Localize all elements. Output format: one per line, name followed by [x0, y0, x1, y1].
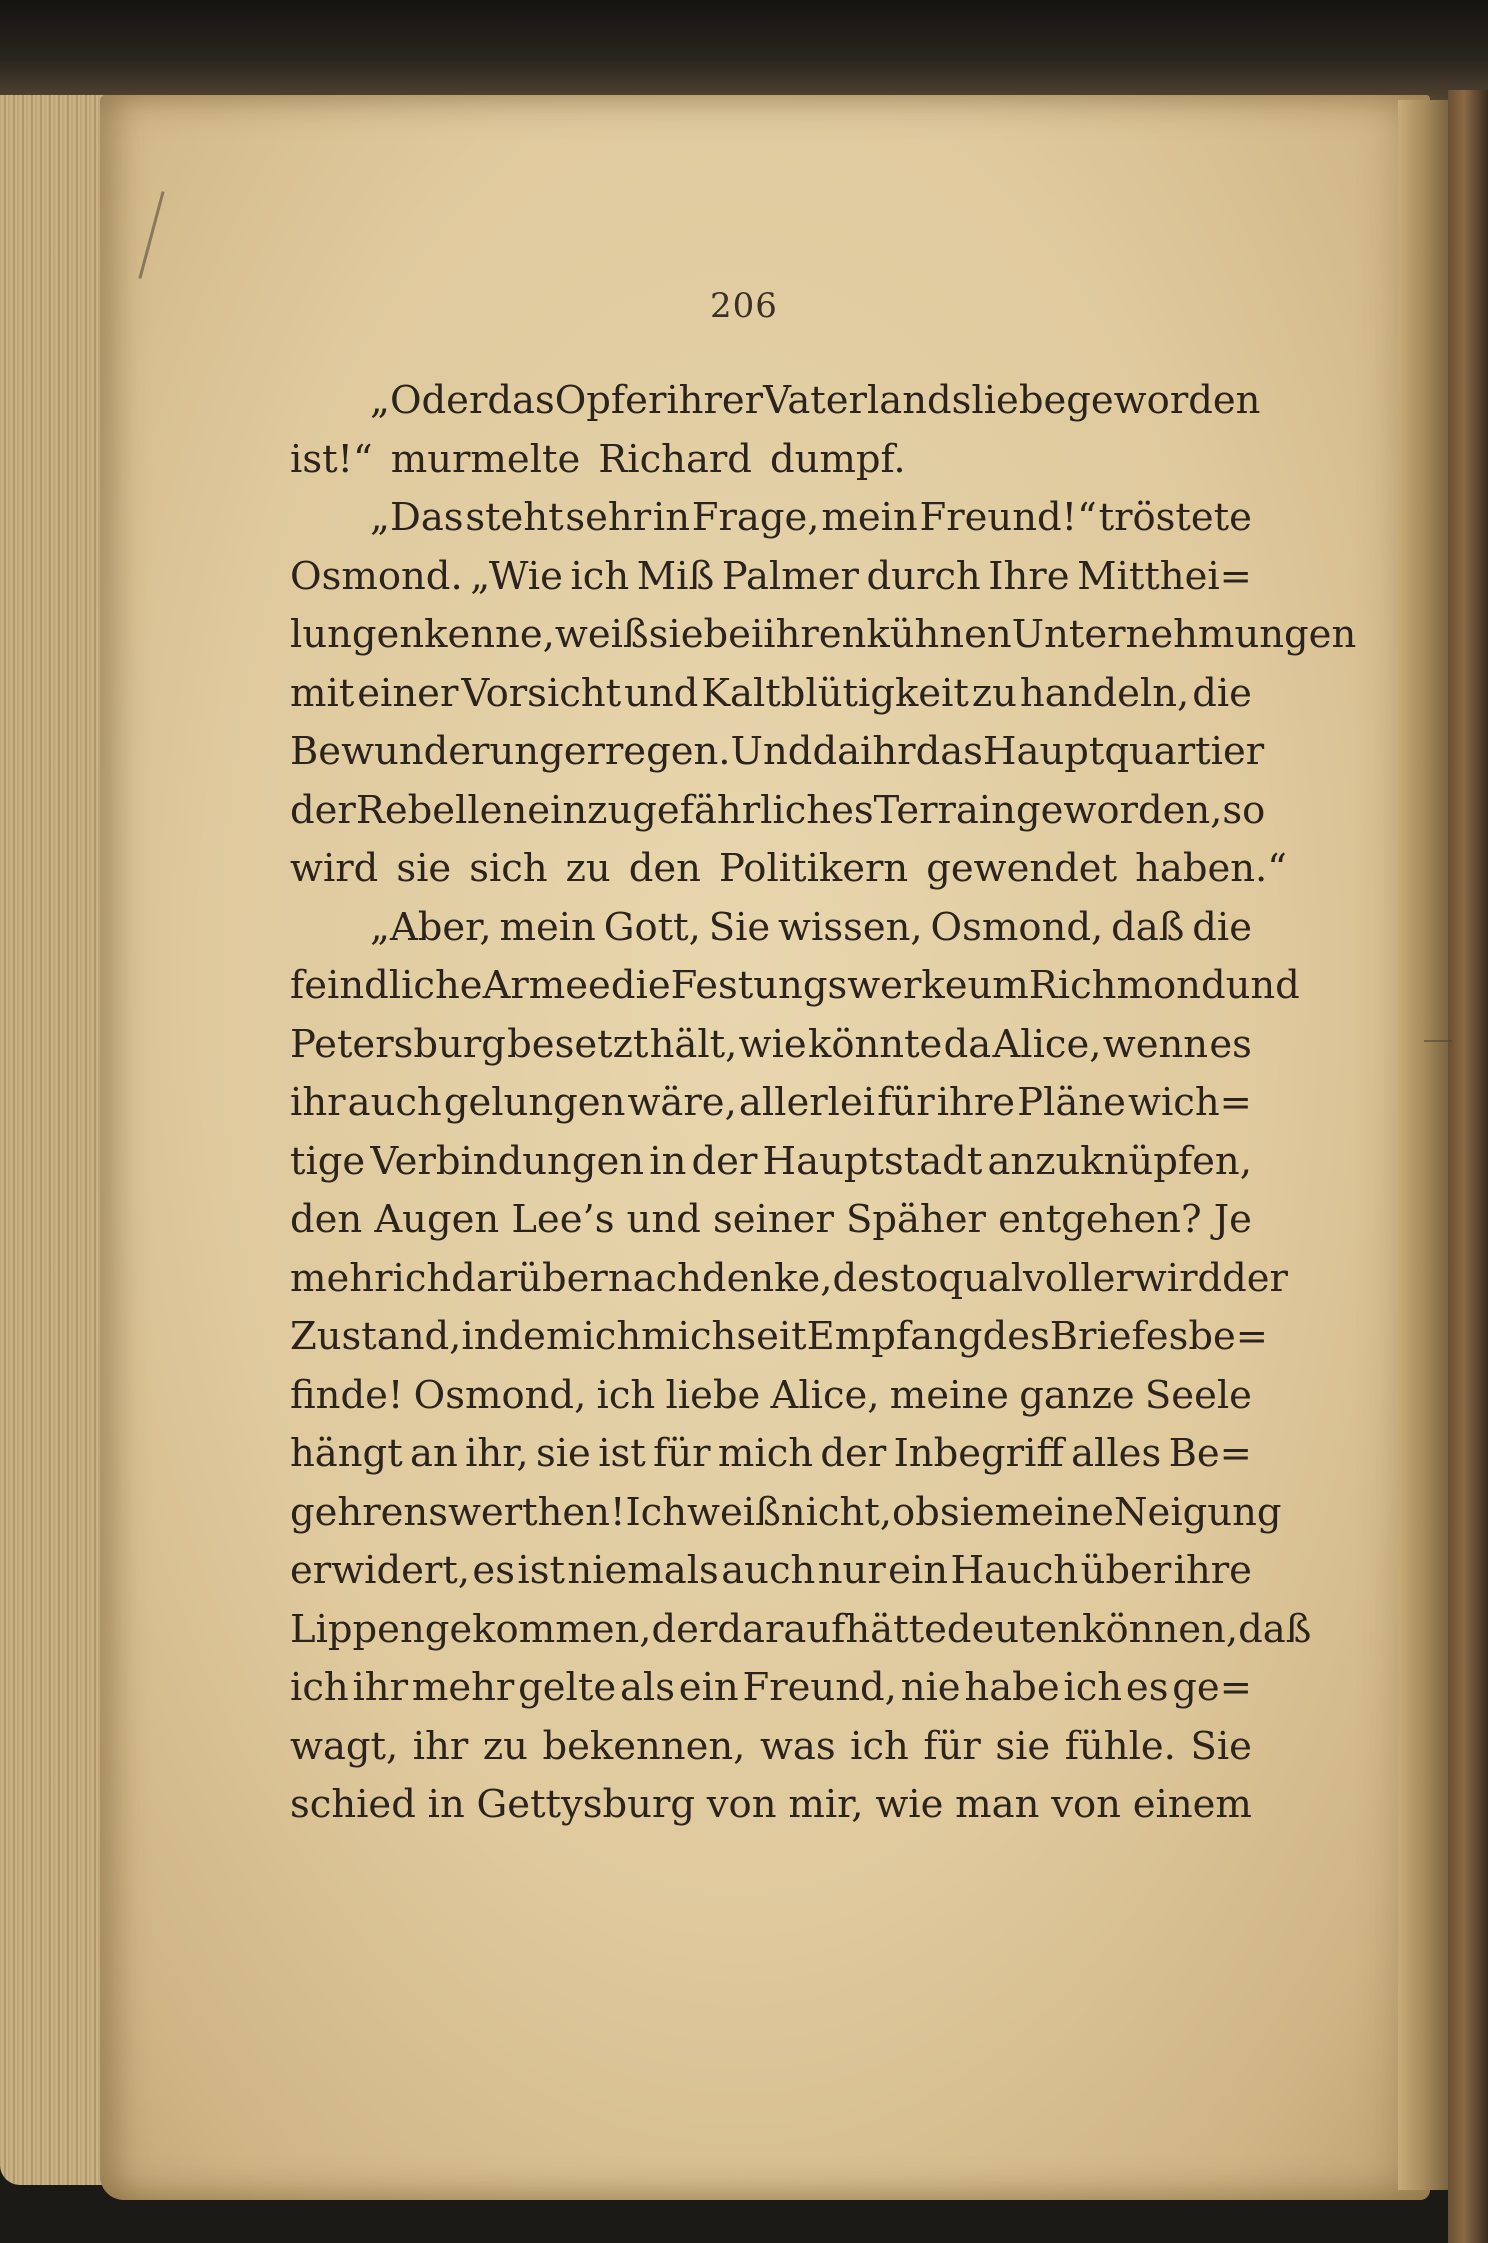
word: auch [347, 1080, 442, 1125]
word: um [967, 963, 1029, 1008]
word: desto [832, 1255, 939, 1301]
word: Hauptstadt [762, 1138, 983, 1184]
word: ein [888, 1548, 949, 1593]
word: für [653, 1431, 711, 1476]
word: und [624, 670, 699, 716]
word: wie [738, 1021, 807, 1067]
word: Osmond, [930, 904, 1104, 950]
word: dem [498, 1314, 583, 1359]
word: liebe [665, 1372, 761, 1418]
word: ich [596, 1372, 656, 1418]
word: hätte [845, 1606, 947, 1652]
word: qualvoller [938, 1255, 1134, 1301]
word: kühnen [866, 612, 1012, 657]
word: wie [875, 1782, 944, 1827]
word: sehr [565, 495, 652, 540]
word: ich [570, 553, 630, 599]
word: ich [392, 1255, 452, 1301]
text-line [290, 1601, 1312, 1660]
word: der [1222, 1255, 1288, 1301]
word: geworden [1066, 378, 1261, 423]
text-line [290, 1250, 1288, 1309]
word: Hauptquartier [982, 729, 1265, 774]
word: hält, [649, 1021, 738, 1067]
word: sich [469, 846, 548, 891]
word: es [1125, 1665, 1169, 1710]
word: als [619, 1665, 675, 1710]
word: Osmond, [413, 1372, 587, 1418]
word: dumpf. [769, 436, 906, 482]
word: steht [465, 495, 564, 540]
word: Richard [598, 436, 752, 482]
page-number: 206 [710, 286, 778, 326]
word: wagt, [290, 1723, 399, 1769]
word: zu [971, 670, 1017, 716]
word: mein [821, 495, 918, 540]
word: Armee [482, 963, 611, 1008]
word: Vorsicht [461, 670, 622, 716]
word: mit [290, 670, 355, 716]
word: nur [817, 1548, 886, 1593]
text-line [290, 548, 1252, 607]
word: gehrenswerthen! [290, 1489, 626, 1535]
word: mir, [788, 1782, 864, 1827]
word: Freund, [742, 1665, 897, 1710]
word: daß [1238, 1606, 1312, 1652]
word: und [1225, 963, 1300, 1008]
text-line [290, 1659, 1252, 1718]
word: deuten [946, 1606, 1083, 1652]
word: ich [582, 1314, 642, 1359]
word: sie [396, 846, 452, 891]
word: Opfer [554, 378, 667, 423]
word: an [410, 1431, 458, 1476]
word: von [1051, 1782, 1121, 1827]
word: darauf [717, 1606, 846, 1652]
word: wissen, [778, 904, 923, 950]
word: einer [357, 670, 459, 716]
word: tröstete [1098, 495, 1252, 540]
word: in [461, 1314, 499, 1359]
word: seiner [713, 1197, 834, 1242]
word: weiß [554, 612, 649, 657]
word: Rebellen [355, 787, 528, 833]
word: Be= [1168, 1431, 1252, 1476]
word: haben.“ [1135, 846, 1287, 891]
word: die [610, 963, 671, 1008]
word: seit [736, 1314, 807, 1359]
word: Kaltblütigkeit [701, 670, 969, 716]
word: Seele [1144, 1372, 1252, 1418]
word: in [652, 495, 691, 540]
word: Politikern [718, 846, 909, 891]
word: Empfang [806, 1314, 983, 1359]
word: Hauch [950, 1548, 1079, 1593]
word: für [877, 1080, 935, 1125]
word: wird [1133, 1255, 1223, 1301]
word: sie [995, 1723, 1051, 1769]
text-line [290, 1133, 1252, 1192]
word: Freund!“ [919, 495, 1097, 540]
word: ich [850, 1723, 909, 1769]
text-line [290, 1718, 1252, 1777]
word: zu [482, 1723, 528, 1769]
pencil-mark [1424, 1040, 1452, 1042]
word: Lee’s [511, 1197, 615, 1242]
word: Gettysburg [476, 1782, 696, 1827]
word: in [649, 1138, 687, 1184]
word: Augen [374, 1197, 500, 1242]
word: Miß [636, 553, 715, 599]
word: auch [721, 1548, 816, 1593]
text-line [290, 372, 1261, 431]
word: ist [517, 1548, 565, 1593]
word: erwidert, [290, 1548, 470, 1593]
book-cover-right [1448, 90, 1488, 2243]
word: gewendet [926, 846, 1118, 891]
word: Zustand, [290, 1314, 462, 1359]
book-cover-top [0, 0, 1488, 110]
word: Pläne [1017, 1080, 1126, 1125]
word: ihrer [666, 378, 764, 423]
word: zu [587, 787, 633, 833]
word: Späher [846, 1197, 986, 1242]
word: ge= [1172, 1665, 1252, 1710]
word: erregen. [563, 729, 731, 774]
text-line [290, 606, 1357, 665]
word: Festungswerke [670, 963, 968, 1008]
word: ihr, [465, 1431, 529, 1476]
word: das [915, 729, 983, 774]
word: und [626, 1197, 701, 1242]
word: Gott, [603, 904, 701, 950]
word: „Das [370, 495, 464, 540]
word: ihr [352, 1665, 408, 1710]
word: „Oder [370, 378, 488, 423]
word: Alice, [770, 1372, 880, 1418]
word: von [706, 1782, 777, 1827]
word: ihre [1173, 1548, 1252, 1593]
text-line [290, 899, 1252, 958]
word: Verbindungen [370, 1138, 645, 1184]
word: handeln, [1019, 670, 1190, 716]
word: bekennen, [542, 1723, 746, 1769]
text-line [290, 840, 1287, 899]
word: Je [1213, 1197, 1252, 1242]
word: es [1209, 1021, 1252, 1067]
word: Bewunderung [290, 729, 564, 774]
word: mich [641, 1314, 737, 1359]
word: anzuknüpfen, [987, 1138, 1252, 1184]
word: wich= [1128, 1080, 1252, 1125]
word: gefährliches [632, 787, 874, 833]
word: Unternehmungen [1011, 612, 1357, 657]
page-edges [0, 95, 112, 2185]
word: ihr [412, 1723, 469, 1769]
word: Mitthei= [1077, 553, 1252, 599]
word: ein [678, 1665, 739, 1710]
word: Ihre [988, 553, 1070, 599]
word: Und [730, 729, 813, 774]
text-line [290, 489, 1252, 548]
word: Inbegriff [893, 1431, 1064, 1476]
word: entgehen? [998, 1197, 1202, 1242]
word: meine [889, 1372, 1009, 1418]
word: ein [527, 787, 588, 833]
word: ich [290, 1665, 349, 1710]
text-line [290, 665, 1252, 724]
word: ihre [936, 1080, 1016, 1125]
word: habe [964, 1665, 1060, 1710]
text-line [290, 1776, 1252, 1835]
word: gekommen, [424, 1606, 652, 1652]
word: „Aber, [370, 904, 492, 950]
word: Richmond [1028, 963, 1226, 1008]
word: des [982, 1314, 1050, 1359]
word: die [1192, 904, 1252, 950]
word: nie [900, 1665, 961, 1710]
word: man [955, 1782, 1040, 1827]
word: murmelte [390, 436, 581, 482]
word: der [691, 1138, 758, 1184]
word: mein [499, 904, 596, 950]
word: gelungen [443, 1080, 626, 1125]
word: da [943, 1021, 992, 1067]
text-line [290, 431, 1252, 490]
word: Lippen [290, 1606, 425, 1652]
word: ihren [763, 612, 867, 657]
word: allerlei [738, 1080, 876, 1125]
word: wird [290, 846, 379, 891]
word: meine [994, 1489, 1114, 1535]
word: mehr [290, 1255, 393, 1301]
word: Vaterlandsliebe [763, 378, 1067, 423]
word: sie [939, 1489, 995, 1535]
word: Neigung [1113, 1489, 1282, 1535]
word: ist [598, 1431, 646, 1476]
word: Osmond. [290, 553, 463, 599]
word: den [628, 846, 701, 891]
word: Ich [625, 1489, 688, 1535]
word: ob [891, 1489, 940, 1535]
body-text [290, 372, 1357, 1835]
text-line [290, 1542, 1252, 1601]
word: ihr [290, 1080, 346, 1125]
text-line [290, 1308, 1269, 1367]
word: hängt [290, 1431, 403, 1476]
word: ganze [1019, 1372, 1135, 1418]
text-line [290, 1425, 1252, 1484]
word: ich [1063, 1665, 1123, 1710]
word: könnte [807, 1021, 943, 1067]
word: Terrain [873, 787, 1016, 833]
word: ihr [860, 729, 916, 774]
word: der [290, 787, 356, 833]
word: besetzt [507, 1021, 649, 1067]
word: mehr [411, 1665, 515, 1710]
word: durch [866, 553, 981, 599]
word: ist!“ [290, 436, 373, 482]
word: lungen [290, 612, 425, 657]
word: geworden, [1015, 787, 1223, 833]
word: mich [717, 1431, 814, 1476]
word: es [472, 1548, 515, 1593]
text-line [290, 723, 1265, 782]
text-line [290, 1074, 1252, 1133]
word: „Wie [470, 553, 563, 599]
word: Sie [1190, 1723, 1252, 1769]
word: daß [1111, 904, 1185, 950]
word: die [1192, 670, 1252, 716]
word: Sie [708, 904, 771, 950]
word: so [1222, 787, 1266, 833]
word: das [487, 378, 555, 423]
word: schied [290, 1782, 416, 1827]
word: nachdenke, [607, 1255, 833, 1301]
word: über [1080, 1548, 1172, 1593]
text-line [290, 782, 1266, 841]
word: Palmer [721, 553, 859, 599]
word: was [759, 1723, 836, 1769]
word: Petersburg [290, 1021, 506, 1067]
word: niemals [567, 1548, 719, 1593]
word: den [290, 1197, 363, 1242]
word: Frage, [691, 495, 820, 540]
word: finde! [290, 1372, 404, 1418]
word: sie [648, 612, 704, 657]
word: einem [1132, 1782, 1252, 1827]
word: feindliche [290, 963, 483, 1008]
word: gelte [518, 1665, 617, 1710]
text-line [290, 1484, 1282, 1543]
word: alles [1071, 1431, 1162, 1476]
word: nicht, [780, 1489, 892, 1535]
word: zu [565, 846, 611, 891]
word: wäre, [627, 1080, 737, 1125]
word: der [820, 1431, 887, 1476]
word: be= [1188, 1314, 1269, 1359]
word: wenn [1102, 1021, 1209, 1067]
text-line [290, 1367, 1252, 1426]
word: Briefes [1049, 1314, 1189, 1359]
word: fühle. [1064, 1723, 1176, 1769]
word: weiß [687, 1489, 781, 1535]
text-line [290, 957, 1300, 1016]
word: tige [290, 1138, 366, 1184]
word: für [923, 1723, 981, 1769]
word: da [812, 729, 861, 774]
text-line [290, 1191, 1252, 1250]
page-gutter [1398, 100, 1448, 2190]
word: bei [703, 612, 764, 657]
word: der [651, 1606, 718, 1652]
text-line [290, 1016, 1252, 1075]
word: sie [535, 1431, 591, 1476]
word: kenne, [424, 612, 555, 657]
word: darüber [451, 1255, 608, 1301]
word: Alice, [992, 1021, 1102, 1067]
word: können, [1082, 1606, 1239, 1652]
word: in [427, 1782, 465, 1827]
